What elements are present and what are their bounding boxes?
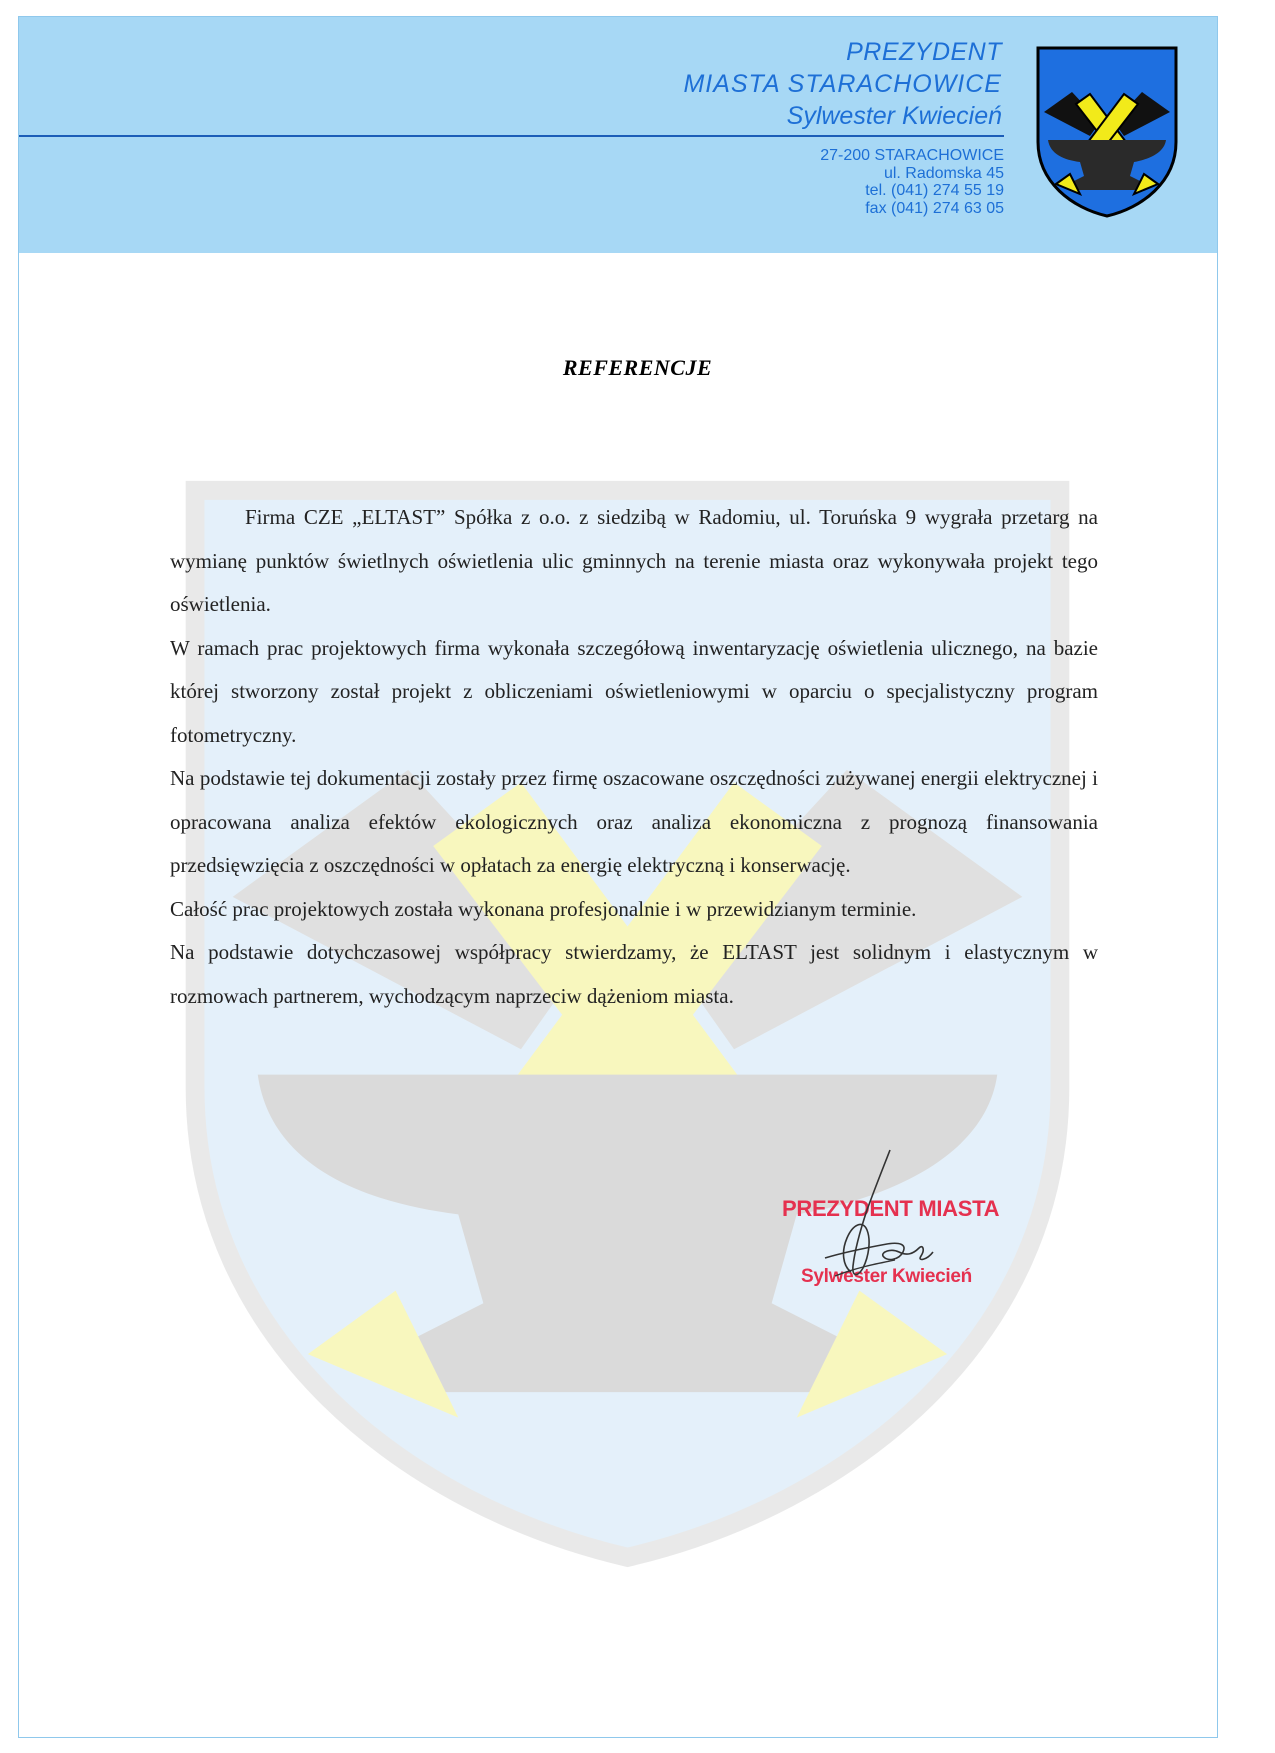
paragraph-5: Na podstawie dotychczasowej współpracy stwierdzamy, że ELTAST jest solidnym i elastycznym w rozmowach partnerem, wychodzącym naprzeciw dążeniom miasta. bbox=[170, 940, 1098, 1008]
document-body bbox=[170, 496, 1098, 1018]
paragraph-4: Całość prac projektowych została wykonana profesjonalnie i w przewidzianym terminie. bbox=[170, 896, 917, 921]
stamp-name: Sylwester Kwiecień bbox=[801, 1266, 972, 1287]
address-fax: fax (041) 274 63 05 bbox=[865, 199, 1004, 217]
address-street: ul. Radomska 45 bbox=[883, 164, 1004, 182]
coat-of-arms-icon bbox=[1034, 44, 1180, 218]
letterhead-address bbox=[820, 147, 1004, 217]
letterhead-city: MIASTA STARACHOWICE bbox=[683, 70, 1002, 98]
letterhead-title: PREZYDENT bbox=[846, 38, 1002, 66]
paragraph-3: Na podstawie tej dokumentacji zostały przez firmę oszacowane oszczędności zużywanej energii elektrycznej i opracowana analiza efektów ekologicznych oraz analiza ekonomiczna z prognozą finansowania przedsięwzięcia z oszczędności w opłatach za energię elektryczną i konserwację. bbox=[170, 766, 1098, 877]
document-title: REFERENCJE bbox=[562, 355, 713, 380]
handwritten-signature bbox=[795, 1148, 945, 1293]
address-postal: 27-200 STARACHOWICE bbox=[820, 147, 1004, 164]
paragraph-1: Firma CZE „ELTAST” Spółka z o.o. z siedzibą w Radomiu, ul. Toruńska 9 wygrała przetarg na wymianę punktów świetlnych oświetlenia ulic gminnych na terenie miasta oraz wykonywała projekt tego oświetlenia. bbox=[170, 505, 1098, 616]
paragraph-2: W ramach prac projektowych firma wykonała szczegółową inwentaryzację oświetlenia ulicznego, na bazie której stworzony został projekt z obliczeniami oświetleniowymi w oparciu o specjalistyczny program fotometryczny. bbox=[170, 635, 1098, 747]
letterhead-name: Sylwester Kwiecień bbox=[786, 102, 1002, 130]
stamp-title: PREZYDENT MIASTA bbox=[782, 1196, 1000, 1221]
address-phone: tel. (041) 274 55 19 bbox=[865, 182, 1004, 199]
letterhead-rule bbox=[19, 135, 1004, 137]
